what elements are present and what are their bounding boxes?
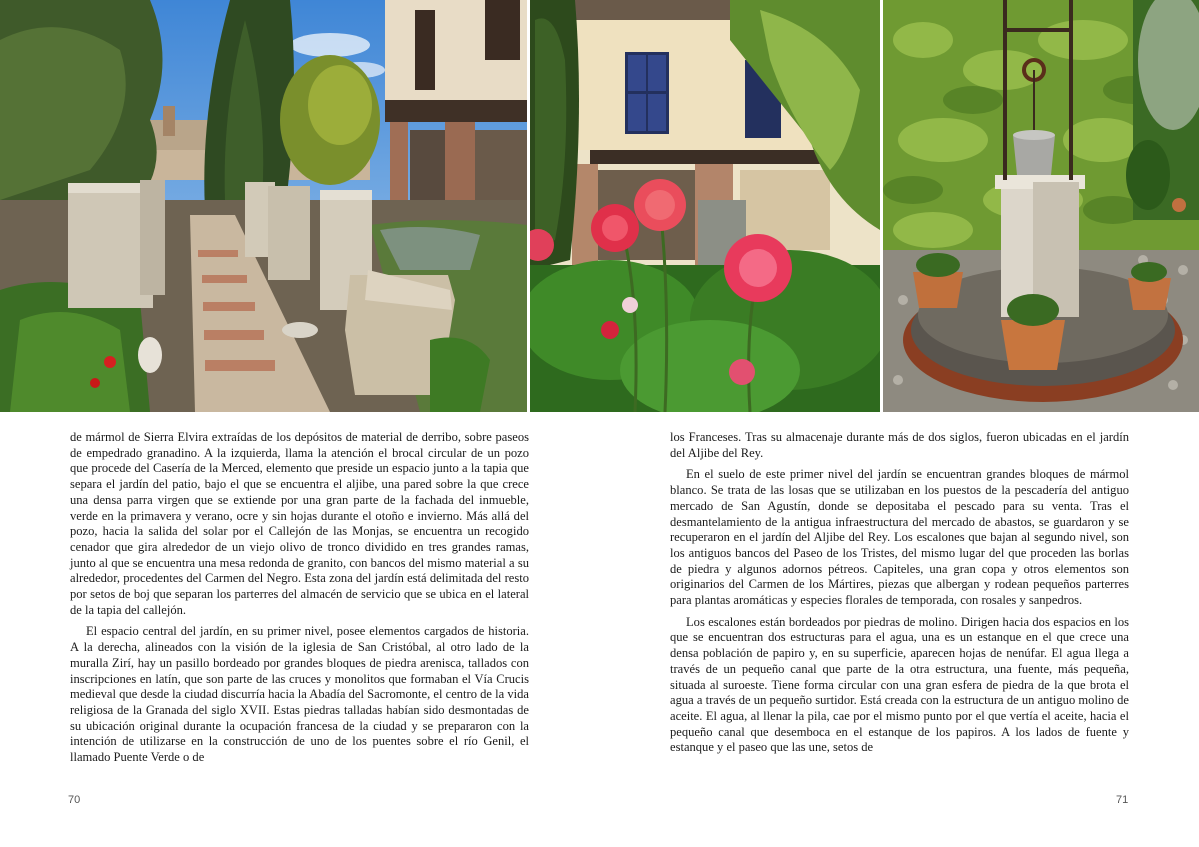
- left-paragraph-1: de mármol de Sierra Elvira extraídas de los depósitos de material de derribo, sobre paseos de empedrado granadino. A la izquierda, llama la atención el brocal circular de un pozo que procede del Casería de la Merced, elemento que preside un espacio junto a la tapia que separa el jardín del patio, bajo el que se encuentra el aljibe, una pared sobre la que crece una densa parra virgen que se extiende por una gran parte de la fachada del inmueble, verde en la primavera y verano, ocre y sin hojas durante el otoño e invierno. Más allá del pozo, hacia la salida del solar por el Callejón de las Monjas, se encuentra un recogido cenador que gira alrededor de un viejo olivo de tronco dividido en tres grandes ramas, junto al que se encuentra una mesa redonda de granito, con bancos del mismo material a su alrededor, procedentes del Carmen del Negro. Esta zona del jardín está delimitada del resto por setos de boj que separan los parterres del almacén de servicio que se ubica en el lateral de la tapia del callejón.: [70, 430, 529, 617]
- right-paragraph-2: En el suelo de este primer nivel del jardín se encuentran grandes bloques de mármol blanco. Se trata de las losas que se utilizaban en los puestos de la pescadería del antiguo mercado de San Agustín, donde se depositaba el pescado para su venta. Tras el desmantelamiento de la antigua infraestructura del mercado de abastos, se guardaron y se recuperaron en el jardín del Aljibe del Rey. Los escalones que bajan al segundo nivel, son los antiguos bancos del Paseo de los Tristes, del mismo lugar del que proceden las borlas de piedra y algunos adornos pétreos. Capiteles, una gran copa y otros elementos son originarios del Carmen de los Mártires, piezas que albergan y rodean pequeños parterres para plantas aromáticas y especies florales de temporada, con rosales y sanpedros.: [670, 467, 1129, 608]
- left-paragraph-2: El espacio central del jardín, en su primer nivel, posee elementos cargados de historia. A la derecha, alineados con la visión de la iglesia de San Cristóbal, al otro lado de la muralla Zirí, hay un pasillo bordeado por grandes bloques de piedra arenisca, tallados con inscripciones en latín, que son parte de las cruces y monolitos que formaban el Vía Crucis medieval que desde la ciudad discurría hacia la Abadía del Sacromonte, el centro de la vida religiosa de la Granada del siglo XVII. Estas piedras talladas habían sido desmontadas de su ubicación original durante la ocupación francesa de la ciudad y se prepararon con la intención de utilizarse en la construcción de uno de los puentes sobre el río Genil, el llamado Puente Verde o de: [70, 624, 529, 765]
- photo-roses-courtyard-image: [530, 0, 880, 412]
- photo-roses-courtyard: [530, 0, 880, 412]
- photo-stone-blocks-path: [0, 0, 527, 412]
- page-number-right: 71: [1116, 794, 1129, 806]
- photo-strip: [0, 0, 1199, 412]
- right-paragraph-3: Los escalones están bordeados por piedras de molino. Dirigen hacia dos espacios en los que se encuentran dos estructuras para el agua, una es un estanque en el que crece una densa población de papiro y, en su superficie, aparecen hojas de nenúfar. El agua llega a través de un pequeño canal que parte de la otra estructura, una fuente, más pequeña, situada al suroeste. Tiene forma circular con una gran esfera de piedra de la que brota el agua a través de un pequeño surtidor. Está creada con la estructura de un antiguo molino de aceite. El agua, al llenar la pila, cae por el mismo punto por el que vertía el aceite, hacia el pequeño canal que desemboca en el estanque de los papiros. A los lados de fuente y estanque y el paseo que las une, setos de: [670, 614, 1129, 755]
- photo-stone-blocks-path-image: [0, 0, 527, 412]
- photo-well-ivy-image: [883, 0, 1199, 412]
- right-paragraph-1: los Franceses. Tras su almacenaje durante más de dos siglos, fueron ubicadas en el jardín del Aljibe del Rey.: [670, 430, 1129, 460]
- right-page-text-column: [670, 430, 1129, 762]
- left-page-text-column: [70, 430, 529, 772]
- page-number-left: 70: [68, 794, 81, 806]
- photo-well-ivy: [883, 0, 1199, 412]
